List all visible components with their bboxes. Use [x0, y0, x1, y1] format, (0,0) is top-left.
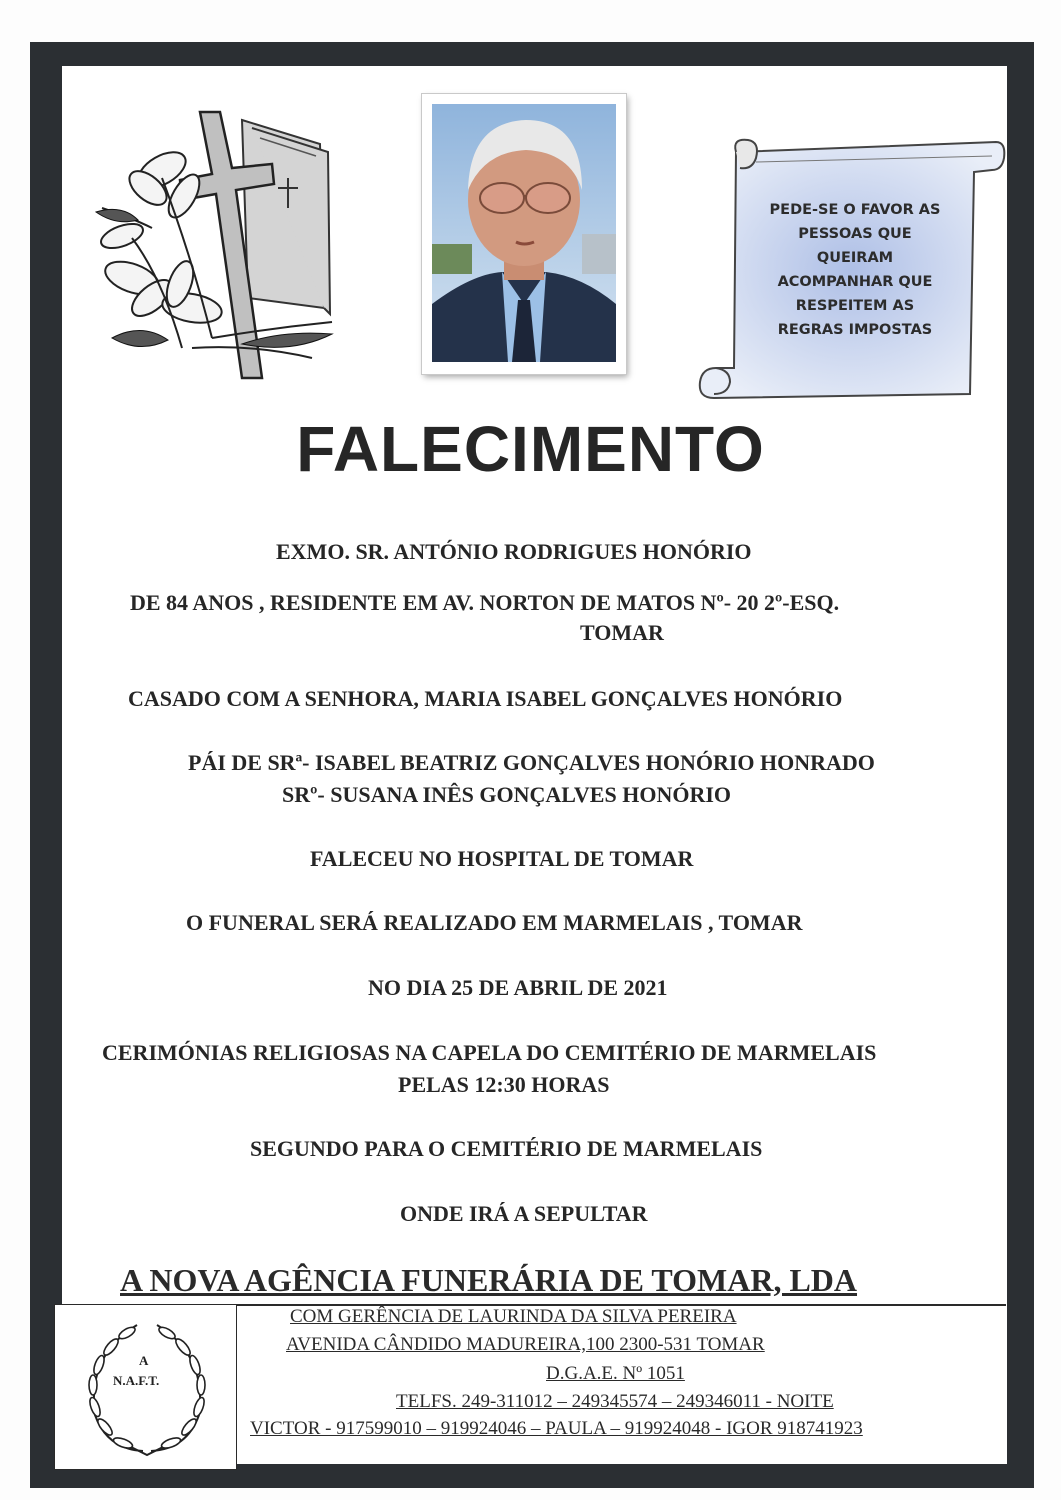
notice-title: FALECIMENTO [296, 413, 765, 485]
agency-license: D.G.A.E. Nº 1051 [546, 1363, 685, 1384]
scroll-line: REGRAS IMPOSTAS [777, 322, 933, 338]
scroll-line: ACOMPANHAR QUE [777, 274, 933, 290]
portrait-photo [432, 104, 616, 362]
scroll-line: RESPEITEM AS [795, 298, 915, 314]
burial-line: ONDE IRÁ A SEPULTAR [400, 1201, 648, 1226]
cemetery-line: SEGUNDO PARA O CEMITÉRIO DE MARMELAIS [250, 1136, 763, 1161]
child-line-2: SRº- SUSANA INÊS GONÇALVES HONÓRIO [282, 782, 732, 807]
funeral-date: NO DIA 25 DE ABRIL DE 2021 [368, 975, 668, 1000]
residence-city: TOMAR [580, 620, 664, 645]
spouse-line: CASADO COM A SENHORA, MARIA ISABEL GONÇALVES HONÓRIO [128, 686, 843, 711]
agency-address: AVENIDA CÂNDIDO MADUREIRA,100 2300-531 TOMAR [286, 1334, 765, 1355]
funeral-place: O FUNERAL SERÁ REALIZADO EM MARMELAIS , TOMAR [186, 910, 803, 935]
death-place: FALECEU NO HOSPITAL DE TOMAR [310, 846, 694, 871]
agency-name: A NOVA AGÊNCIA FUNERÁRIA DE TOMAR, LDA [120, 1262, 858, 1298]
scroll-line: QUEIRAM [816, 250, 894, 266]
cross-flowers-icon [92, 108, 342, 388]
agency-logo [54, 1304, 237, 1470]
logo-initials: N.A.F.T. [113, 1373, 160, 1388]
ceremony-time: PELAS 12:30 HORAS [398, 1072, 610, 1097]
scroll-notice-text [752, 198, 958, 342]
ceremony-line: CERIMÓNIAS RELIGIOSAS NA CAPELA DO CEMITÉRIO DE MARMELAIS [102, 1040, 877, 1065]
agency-phones: TELFS. 249-311012 – 249345574 – 249346011 - NOITE [396, 1391, 834, 1412]
age-residence: DE 84 ANOS , RESIDENTE EM AV. NORTON DE MATOS Nº- 20 2º-ESQ. [130, 590, 840, 615]
deceased-name: EXMO. SR. ANTÓNIO RODRIGUES HONÓRIO [276, 539, 752, 564]
scroll-line: PEDE-SE O FAVOR AS [769, 202, 941, 218]
scroll-line: PESSOAS QUE [798, 226, 912, 242]
agency-manager: COM GERÊNCIA DE LAURINDA DA SILVA PEREIRA [290, 1306, 737, 1327]
child-line-1: PÁI DE SRª- ISABEL BEATRIZ GONÇALVES HONÓRIO HONRADO [188, 750, 875, 775]
portrait-frame [422, 94, 626, 374]
agency-contacts: VICTOR - 917599010 – 919924046 – PAULA – 919924048 - IGOR 918741923 [250, 1418, 863, 1439]
logo-letter: A [139, 1353, 149, 1368]
